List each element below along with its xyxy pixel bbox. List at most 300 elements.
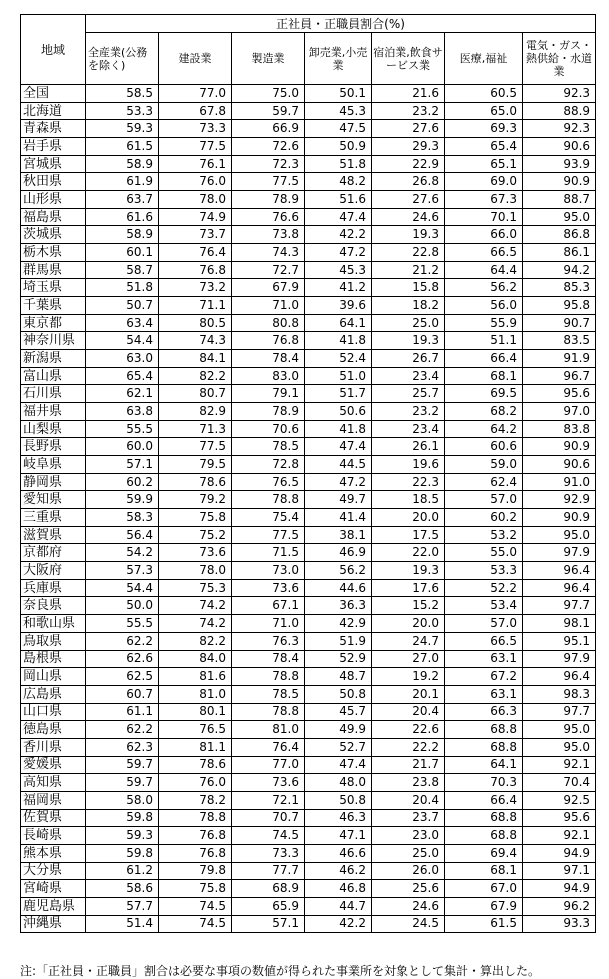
region-cell: 山梨県 bbox=[21, 420, 86, 438]
value-cell: 29.3 bbox=[372, 138, 445, 156]
table-body bbox=[21, 85, 596, 933]
value-cell: 65.4 bbox=[86, 367, 159, 385]
value-cell: 69.3 bbox=[445, 120, 523, 138]
table-row bbox=[21, 721, 596, 739]
table-row bbox=[21, 579, 596, 597]
region-cell: 茨城県 bbox=[21, 226, 86, 244]
value-cell: 22.9 bbox=[372, 155, 445, 173]
value-cell: 90.9 bbox=[523, 438, 596, 456]
value-cell: 71.3 bbox=[159, 420, 232, 438]
table-row bbox=[21, 756, 596, 774]
value-cell: 86.1 bbox=[523, 244, 596, 262]
value-cell: 70.6 bbox=[232, 420, 305, 438]
value-cell: 92.1 bbox=[523, 827, 596, 845]
value-cell: 62.2 bbox=[86, 632, 159, 650]
table-row bbox=[21, 261, 596, 279]
table-row bbox=[21, 314, 596, 332]
value-cell: 76.8 bbox=[159, 827, 232, 845]
value-cell: 60.7 bbox=[86, 685, 159, 703]
table-row bbox=[21, 915, 596, 933]
value-cell: 47.1 bbox=[305, 827, 372, 845]
value-cell: 61.5 bbox=[445, 915, 523, 933]
value-cell: 73.3 bbox=[232, 844, 305, 862]
column-header: 医療,福祉 bbox=[445, 33, 523, 85]
employment-ratio-table bbox=[20, 14, 596, 933]
table-row bbox=[21, 491, 596, 509]
table-row bbox=[21, 544, 596, 562]
footnote: 注:「正社員・正職員」割合は必要な事項の数値が得られた事業所を対象として集計・算出した。 bbox=[20, 964, 541, 978]
table-row bbox=[21, 297, 596, 315]
value-cell: 90.7 bbox=[523, 314, 596, 332]
value-cell: 92.9 bbox=[523, 491, 596, 509]
value-cell: 73.6 bbox=[232, 579, 305, 597]
value-cell: 61.1 bbox=[86, 703, 159, 721]
value-cell: 59.8 bbox=[86, 844, 159, 862]
value-cell: 67.9 bbox=[232, 279, 305, 297]
value-cell: 24.6 bbox=[372, 208, 445, 226]
value-cell: 98.1 bbox=[523, 615, 596, 633]
value-cell: 72.7 bbox=[232, 261, 305, 279]
value-cell: 50.8 bbox=[305, 791, 372, 809]
value-cell: 47.4 bbox=[305, 756, 372, 774]
value-cell: 23.2 bbox=[372, 403, 445, 421]
value-cell: 50.1 bbox=[305, 85, 372, 103]
region-cell: 福島県 bbox=[21, 208, 86, 226]
region-cell: 東京都 bbox=[21, 314, 86, 332]
group-header: 正社員・正職員割合(%) bbox=[86, 15, 596, 33]
value-cell: 27.6 bbox=[372, 191, 445, 209]
value-cell: 41.4 bbox=[305, 509, 372, 527]
value-cell: 60.5 bbox=[445, 85, 523, 103]
region-cell: 京都府 bbox=[21, 544, 86, 562]
value-cell: 19.3 bbox=[372, 226, 445, 244]
value-cell: 93.9 bbox=[523, 155, 596, 173]
value-cell: 73.3 bbox=[159, 120, 232, 138]
region-cell: 栃木県 bbox=[21, 244, 86, 262]
value-cell: 21.6 bbox=[372, 85, 445, 103]
value-cell: 96.2 bbox=[523, 897, 596, 915]
value-cell: 42.9 bbox=[305, 615, 372, 633]
value-cell: 78.5 bbox=[232, 685, 305, 703]
value-cell: 76.0 bbox=[159, 173, 232, 191]
region-cell: 宮崎県 bbox=[21, 880, 86, 898]
value-cell: 90.9 bbox=[523, 173, 596, 191]
value-cell: 61.9 bbox=[86, 173, 159, 191]
table-row bbox=[21, 456, 596, 474]
value-cell: 65.9 bbox=[232, 897, 305, 915]
value-cell: 83.0 bbox=[232, 367, 305, 385]
value-cell: 67.2 bbox=[445, 668, 523, 686]
value-cell: 48.2 bbox=[305, 173, 372, 191]
value-cell: 71.5 bbox=[232, 544, 305, 562]
value-cell: 77.5 bbox=[232, 526, 305, 544]
table-row bbox=[21, 85, 596, 103]
value-cell: 48.7 bbox=[305, 668, 372, 686]
value-cell: 58.0 bbox=[86, 791, 159, 809]
table-row bbox=[21, 191, 596, 209]
table-row bbox=[21, 809, 596, 827]
value-cell: 61.5 bbox=[86, 138, 159, 156]
table-row bbox=[21, 685, 596, 703]
value-cell: 57.0 bbox=[445, 491, 523, 509]
value-cell: 46.8 bbox=[305, 880, 372, 898]
region-cell: 大阪府 bbox=[21, 562, 86, 580]
value-cell: 61.2 bbox=[86, 862, 159, 880]
value-cell: 52.9 bbox=[305, 650, 372, 668]
table-row bbox=[21, 738, 596, 756]
value-cell: 83.5 bbox=[523, 332, 596, 350]
region-cell: 岡山県 bbox=[21, 668, 86, 686]
table-row bbox=[21, 438, 596, 456]
value-cell: 78.5 bbox=[232, 438, 305, 456]
region-cell: 神奈川県 bbox=[21, 332, 86, 350]
value-cell: 94.9 bbox=[523, 880, 596, 898]
value-cell: 53.3 bbox=[86, 102, 159, 120]
region-cell: 大分県 bbox=[21, 862, 86, 880]
value-cell: 88.7 bbox=[523, 191, 596, 209]
region-cell: 沖縄県 bbox=[21, 915, 86, 933]
table-row bbox=[21, 562, 596, 580]
column-header: 電気・ガス・熱供給・水道業 bbox=[523, 33, 596, 85]
value-cell: 79.2 bbox=[159, 491, 232, 509]
value-cell: 41.2 bbox=[305, 279, 372, 297]
value-cell: 51.4 bbox=[86, 915, 159, 933]
value-cell: 22.8 bbox=[372, 244, 445, 262]
value-cell: 20.1 bbox=[372, 685, 445, 703]
value-cell: 61.6 bbox=[86, 208, 159, 226]
value-cell: 51.0 bbox=[305, 367, 372, 385]
value-cell: 58.3 bbox=[86, 509, 159, 527]
table-row bbox=[21, 827, 596, 845]
region-cell: 山形県 bbox=[21, 191, 86, 209]
value-cell: 47.2 bbox=[305, 473, 372, 491]
region-cell: 鳥取県 bbox=[21, 632, 86, 650]
table-row bbox=[21, 350, 596, 368]
value-cell: 57.7 bbox=[86, 897, 159, 915]
value-cell: 96.4 bbox=[523, 579, 596, 597]
value-cell: 71.0 bbox=[232, 615, 305, 633]
value-cell: 25.7 bbox=[372, 385, 445, 403]
region-cell: 岩手県 bbox=[21, 138, 86, 156]
value-cell: 94.2 bbox=[523, 261, 596, 279]
value-cell: 67.3 bbox=[445, 191, 523, 209]
value-cell: 78.4 bbox=[232, 350, 305, 368]
value-cell: 79.1 bbox=[232, 385, 305, 403]
value-cell: 82.2 bbox=[159, 367, 232, 385]
value-cell: 21.2 bbox=[372, 261, 445, 279]
region-cell: 広島県 bbox=[21, 685, 86, 703]
value-cell: 66.3 bbox=[445, 703, 523, 721]
value-cell: 54.2 bbox=[86, 544, 159, 562]
value-cell: 96.7 bbox=[523, 367, 596, 385]
value-cell: 18.5 bbox=[372, 491, 445, 509]
value-cell: 46.3 bbox=[305, 809, 372, 827]
value-cell: 63.1 bbox=[445, 650, 523, 668]
value-cell: 85.3 bbox=[523, 279, 596, 297]
value-cell: 20.0 bbox=[372, 615, 445, 633]
value-cell: 65.0 bbox=[445, 102, 523, 120]
value-cell: 60.2 bbox=[86, 473, 159, 491]
value-cell: 42.2 bbox=[305, 226, 372, 244]
value-cell: 76.0 bbox=[159, 774, 232, 792]
table-row bbox=[21, 650, 596, 668]
value-cell: 78.2 bbox=[159, 791, 232, 809]
value-cell: 23.0 bbox=[372, 827, 445, 845]
value-cell: 56.2 bbox=[305, 562, 372, 580]
value-cell: 56.2 bbox=[445, 279, 523, 297]
value-cell: 23.7 bbox=[372, 809, 445, 827]
value-cell: 74.3 bbox=[159, 332, 232, 350]
table-row bbox=[21, 774, 596, 792]
value-cell: 65.4 bbox=[445, 138, 523, 156]
value-cell: 74.5 bbox=[159, 915, 232, 933]
value-cell: 77.5 bbox=[159, 138, 232, 156]
value-cell: 15.8 bbox=[372, 279, 445, 297]
value-cell: 51.1 bbox=[445, 332, 523, 350]
value-cell: 68.2 bbox=[445, 403, 523, 421]
value-cell: 58.5 bbox=[86, 85, 159, 103]
value-cell: 93.3 bbox=[523, 915, 596, 933]
table-row bbox=[21, 632, 596, 650]
value-cell: 47.4 bbox=[305, 208, 372, 226]
value-cell: 53.2 bbox=[445, 526, 523, 544]
value-cell: 50.6 bbox=[305, 403, 372, 421]
value-cell: 24.5 bbox=[372, 915, 445, 933]
value-cell: 23.4 bbox=[372, 420, 445, 438]
value-cell: 95.8 bbox=[523, 297, 596, 315]
value-cell: 55.5 bbox=[86, 420, 159, 438]
value-cell: 46.6 bbox=[305, 844, 372, 862]
region-cell: 石川県 bbox=[21, 385, 86, 403]
value-cell: 68.8 bbox=[445, 738, 523, 756]
value-cell: 75.0 bbox=[232, 85, 305, 103]
value-cell: 97.9 bbox=[523, 650, 596, 668]
value-cell: 23.8 bbox=[372, 774, 445, 792]
value-cell: 63.0 bbox=[86, 350, 159, 368]
value-cell: 45.3 bbox=[305, 261, 372, 279]
value-cell: 27.0 bbox=[372, 650, 445, 668]
value-cell: 92.3 bbox=[523, 120, 596, 138]
value-cell: 62.3 bbox=[86, 738, 159, 756]
column-header: 建設業 bbox=[159, 33, 232, 85]
value-cell: 49.9 bbox=[305, 721, 372, 739]
value-cell: 90.6 bbox=[523, 456, 596, 474]
region-cell: 愛媛県 bbox=[21, 756, 86, 774]
value-cell: 23.4 bbox=[372, 367, 445, 385]
region-cell: 新潟県 bbox=[21, 350, 86, 368]
value-cell: 51.7 bbox=[305, 385, 372, 403]
region-cell: 北海道 bbox=[21, 102, 86, 120]
value-cell: 57.3 bbox=[86, 562, 159, 580]
value-cell: 59.3 bbox=[86, 120, 159, 138]
value-cell: 74.5 bbox=[232, 827, 305, 845]
value-cell: 95.0 bbox=[523, 526, 596, 544]
value-cell: 77.7 bbox=[232, 862, 305, 880]
value-cell: 78.8 bbox=[232, 491, 305, 509]
value-cell: 86.8 bbox=[523, 226, 596, 244]
value-cell: 50.0 bbox=[86, 597, 159, 615]
region-cell: 宮城県 bbox=[21, 155, 86, 173]
value-cell: 57.1 bbox=[86, 456, 159, 474]
value-cell: 18.2 bbox=[372, 297, 445, 315]
value-cell: 52.2 bbox=[445, 579, 523, 597]
value-cell: 20.0 bbox=[372, 509, 445, 527]
value-cell: 66.5 bbox=[445, 244, 523, 262]
value-cell: 64.1 bbox=[445, 756, 523, 774]
value-cell: 24.6 bbox=[372, 897, 445, 915]
table-container bbox=[20, 14, 596, 933]
value-cell: 88.9 bbox=[523, 102, 596, 120]
value-cell: 65.1 bbox=[445, 155, 523, 173]
value-cell: 51.8 bbox=[86, 279, 159, 297]
value-cell: 64.2 bbox=[445, 420, 523, 438]
value-cell: 73.7 bbox=[159, 226, 232, 244]
value-cell: 72.1 bbox=[232, 791, 305, 809]
table-row bbox=[21, 703, 596, 721]
value-cell: 44.6 bbox=[305, 579, 372, 597]
value-cell: 84.1 bbox=[159, 350, 232, 368]
region-cell: 兵庫県 bbox=[21, 579, 86, 597]
value-cell: 26.1 bbox=[372, 438, 445, 456]
table-row bbox=[21, 367, 596, 385]
value-cell: 76.6 bbox=[232, 208, 305, 226]
table-row bbox=[21, 509, 596, 527]
region-cell: 山口県 bbox=[21, 703, 86, 721]
value-cell: 70.1 bbox=[445, 208, 523, 226]
value-cell: 70.3 bbox=[445, 774, 523, 792]
value-cell: 82.9 bbox=[159, 403, 232, 421]
value-cell: 74.2 bbox=[159, 615, 232, 633]
value-cell: 95.1 bbox=[523, 632, 596, 650]
value-cell: 62.4 bbox=[445, 473, 523, 491]
column-header: 製造業 bbox=[232, 33, 305, 85]
region-cell: 福井県 bbox=[21, 403, 86, 421]
value-cell: 80.7 bbox=[159, 385, 232, 403]
value-cell: 72.3 bbox=[232, 155, 305, 173]
region-header: 地域 bbox=[21, 15, 86, 85]
value-cell: 78.4 bbox=[232, 650, 305, 668]
value-cell: 76.3 bbox=[232, 632, 305, 650]
value-cell: 25.0 bbox=[372, 314, 445, 332]
table-row bbox=[21, 155, 596, 173]
table-row bbox=[21, 102, 596, 120]
table-row bbox=[21, 279, 596, 297]
value-cell: 63.1 bbox=[445, 685, 523, 703]
value-cell: 49.7 bbox=[305, 491, 372, 509]
value-cell: 70.4 bbox=[523, 774, 596, 792]
value-cell: 15.2 bbox=[372, 597, 445, 615]
value-cell: 82.2 bbox=[159, 632, 232, 650]
value-cell: 92.3 bbox=[523, 85, 596, 103]
value-cell: 96.4 bbox=[523, 668, 596, 686]
value-cell: 77.0 bbox=[232, 756, 305, 774]
value-cell: 75.8 bbox=[159, 509, 232, 527]
value-cell: 27.6 bbox=[372, 120, 445, 138]
value-cell: 75.2 bbox=[159, 526, 232, 544]
region-cell: 静岡県 bbox=[21, 473, 86, 491]
region-cell: 福岡県 bbox=[21, 791, 86, 809]
value-cell: 81.6 bbox=[159, 668, 232, 686]
value-cell: 21.7 bbox=[372, 756, 445, 774]
value-cell: 67.1 bbox=[232, 597, 305, 615]
value-cell: 90.9 bbox=[523, 509, 596, 527]
region-cell: 滋賀県 bbox=[21, 526, 86, 544]
value-cell: 74.9 bbox=[159, 208, 232, 226]
value-cell: 78.8 bbox=[159, 809, 232, 827]
value-cell: 76.5 bbox=[159, 721, 232, 739]
value-cell: 59.3 bbox=[86, 827, 159, 845]
value-cell: 39.6 bbox=[305, 297, 372, 315]
value-cell: 67.0 bbox=[445, 880, 523, 898]
value-cell: 95.0 bbox=[523, 208, 596, 226]
value-cell: 96.4 bbox=[523, 562, 596, 580]
value-cell: 60.6 bbox=[445, 438, 523, 456]
value-cell: 78.9 bbox=[232, 191, 305, 209]
value-cell: 78.9 bbox=[232, 403, 305, 421]
table-row bbox=[21, 615, 596, 633]
value-cell: 75.4 bbox=[232, 509, 305, 527]
value-cell: 62.2 bbox=[86, 721, 159, 739]
value-cell: 97.1 bbox=[523, 862, 596, 880]
value-cell: 81.0 bbox=[159, 685, 232, 703]
table-row bbox=[21, 844, 596, 862]
value-cell: 19.6 bbox=[372, 456, 445, 474]
table-row bbox=[21, 897, 596, 915]
value-cell: 22.6 bbox=[372, 721, 445, 739]
value-cell: 95.0 bbox=[523, 738, 596, 756]
column-header: 全産業(公務を除く) bbox=[86, 33, 159, 85]
value-cell: 73.0 bbox=[232, 562, 305, 580]
value-cell: 74.2 bbox=[159, 597, 232, 615]
value-cell: 78.8 bbox=[232, 703, 305, 721]
table-row bbox=[21, 668, 596, 686]
value-cell: 59.7 bbox=[232, 102, 305, 120]
table-row bbox=[21, 880, 596, 898]
region-cell: 秋田県 bbox=[21, 173, 86, 191]
value-cell: 25.6 bbox=[372, 880, 445, 898]
value-cell: 51.6 bbox=[305, 191, 372, 209]
region-cell: 長崎県 bbox=[21, 827, 86, 845]
value-cell: 55.5 bbox=[86, 615, 159, 633]
value-cell: 17.5 bbox=[372, 526, 445, 544]
value-cell: 55.9 bbox=[445, 314, 523, 332]
value-cell: 73.6 bbox=[232, 774, 305, 792]
value-cell: 79.8 bbox=[159, 862, 232, 880]
value-cell: 22.0 bbox=[372, 544, 445, 562]
value-cell: 58.6 bbox=[86, 880, 159, 898]
value-cell: 66.5 bbox=[445, 632, 523, 650]
value-cell: 52.7 bbox=[305, 738, 372, 756]
value-cell: 56.0 bbox=[445, 297, 523, 315]
value-cell: 63.8 bbox=[86, 403, 159, 421]
value-cell: 72.6 bbox=[232, 138, 305, 156]
table-row bbox=[21, 120, 596, 138]
value-cell: 62.1 bbox=[86, 385, 159, 403]
value-cell: 68.8 bbox=[445, 827, 523, 845]
value-cell: 91.9 bbox=[523, 350, 596, 368]
value-cell: 75.3 bbox=[159, 579, 232, 597]
value-cell: 92.5 bbox=[523, 791, 596, 809]
value-cell: 60.0 bbox=[86, 438, 159, 456]
value-cell: 66.4 bbox=[445, 350, 523, 368]
value-cell: 78.0 bbox=[159, 562, 232, 580]
value-cell: 66.0 bbox=[445, 226, 523, 244]
table-row bbox=[21, 862, 596, 880]
table-row bbox=[21, 473, 596, 491]
value-cell: 23.2 bbox=[372, 102, 445, 120]
value-cell: 63.7 bbox=[86, 191, 159, 209]
value-cell: 64.4 bbox=[445, 261, 523, 279]
